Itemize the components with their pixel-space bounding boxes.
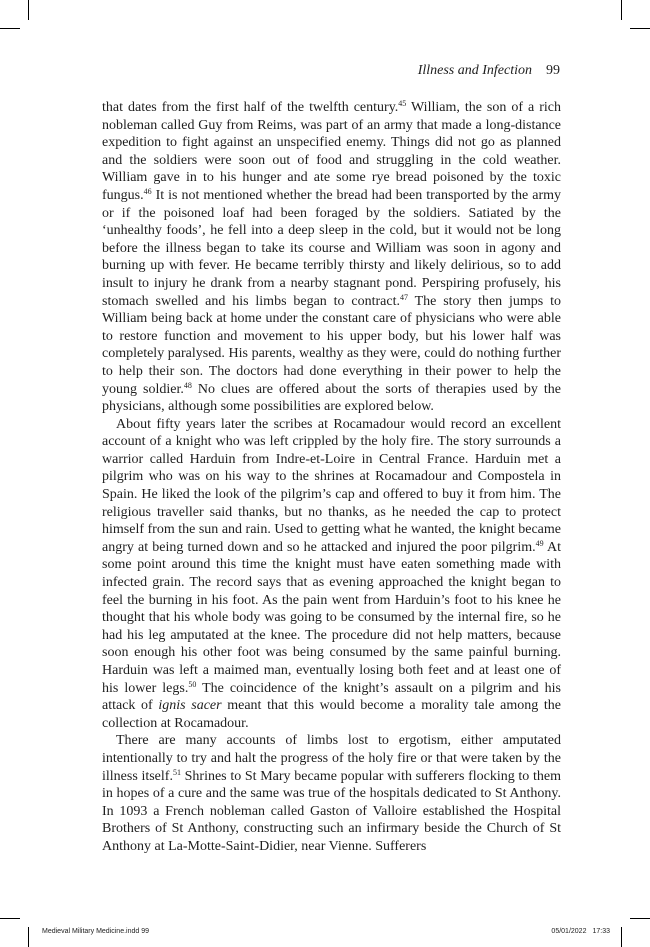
crop-mark-bottom-left: [28, 927, 29, 947]
footnote-marker: 45: [398, 99, 407, 108]
footnote-marker: 50: [188, 679, 197, 689]
crop-mark-top-left-horizontal: [0, 28, 20, 29]
paragraph: [102, 732, 561, 855]
footnote-marker: 46: [143, 186, 152, 196]
text-run: meant that this would become a morality tale among the collection at Rocamadour.: [102, 698, 561, 731]
text-run: Shrines to St Mary became popular with sufferers flocking to them in hopes of a cure and the same was true of the hospitals dedicated to St Anthony. In 1093 a French nobleman called Gaston of Valloire established the Hospital Brothers of St Anthony, constructing such an infirmary beside the Church of St Anthony at La-Motte-Saint-Didier, near Vienne. Sufferers: [102, 768, 561, 854]
slug-filename: Medieval Military Medicine.indd 99: [42, 928, 149, 935]
footnote-marker: 48: [183, 380, 192, 390]
crop-mark-top-right: [621, 0, 622, 20]
footnote-marker: 47: [399, 292, 408, 302]
crop-mark-bottom-right: [621, 927, 622, 947]
text-run: The story then jumps to William being back at home under the constant care of physicians who were able to restore function and movement to his upper body, but his lower half was completely paralysed. His parents, wealthy as they were, could do nothing further to help their son. The doctors had done everything in their power to help the young soldier.: [102, 293, 561, 397]
italic-term: ignis sacer: [158, 698, 222, 714]
body-text: [102, 99, 561, 856]
text-run: There are many accounts of limbs lost to ergotism, either amputated intentionally to try and halt the progress of the holy fire or that were taken by the illness itself.: [102, 733, 561, 784]
paragraph: [102, 416, 561, 733]
slug-datetime: [551, 928, 610, 935]
paragraph: [102, 99, 561, 416]
footnote-marker: 51: [172, 767, 181, 777]
chapter-title: Illness and Infection: [417, 63, 532, 78]
footnote-marker: 49: [535, 538, 544, 548]
text-run: that dates from the first half of the twelfth century.: [102, 100, 399, 115]
page-number: 99: [546, 63, 560, 78]
running-head: [418, 63, 560, 79]
slug-date: 05/01/2022: [551, 928, 587, 935]
text-run: At some point around this time the knight must have eaten something made with infected grain. The record says that as evening approached the knight began to feel the burning in his foot. As the pain went from Harduin’s foot to his knee he thought that his whole body was going to be consumed by the internal fire, so he had his leg amputated at the knee. The procedure did not help matters, because soon enough his other foot was being consumed by the same painful burning. Harduin was left a maimed man, eventually losing both feet and at least one of his lower legs.: [102, 539, 561, 696]
text-run: The coincidence of the knight’s assault on a pilgrim and his attack of: [102, 680, 561, 714]
text-run: No clues are offered about the sorts of therapies used by the physicians, although some possibilities are explored below.: [102, 381, 561, 415]
crop-mark-top-left: [28, 0, 29, 20]
text-run: It is not mentioned whether the bread had been transported by the army or if the poisoned loaf had been foraged by the soldiers. Satiated by the ‘unhealthy foods’, he fell into a deep sleep in the cold, but it would not be long before the illness began to take its course and William was soon in agony and burning up with fever. He became terribly thirsty and likely delirious, so to add insult to injury he drank from a nearby stagnant pond. Perspiring profusely, his stomach swelled and his limbs began to contract.: [102, 187, 561, 309]
text-run: About fifty years later the scribes at Rocamadour would record an excellent account of a knight who was left crippled by the holy fire. The story surrounds a warrior called Harduin from Indre-et-Loire in Central France. Harduin met a pilgrim who was on his way to the shrines at Rocamadour and Compostela in Spain. He liked the look of the pilgrim’s cap and offered to buy it from him. The religious traveller said thanks, but no thanks, as he needed the cap to protect himself from the sun and rain. Used to getting what he wanted, the knight became angry at being turned down and so he attacked and injured the poor pilgrim.: [102, 416, 561, 555]
crop-mark-top-right-horizontal: [630, 28, 650, 29]
crop-mark-bottom-right-horizontal: [630, 918, 650, 919]
slug-time: 17:33: [592, 928, 610, 935]
crop-mark-bottom-left-horizontal: [0, 918, 20, 919]
text-run: William, the son of a rich nobleman called Guy from Reims, was part of an army that made a long-distance expedition to fight against an unspecified enemy. Things did not go as planned and the soldiers were soon out of food and struggling in the cold weather. William gave in to his hunger and ate some rye bread poisoned by the toxic fungus.: [102, 100, 561, 203]
